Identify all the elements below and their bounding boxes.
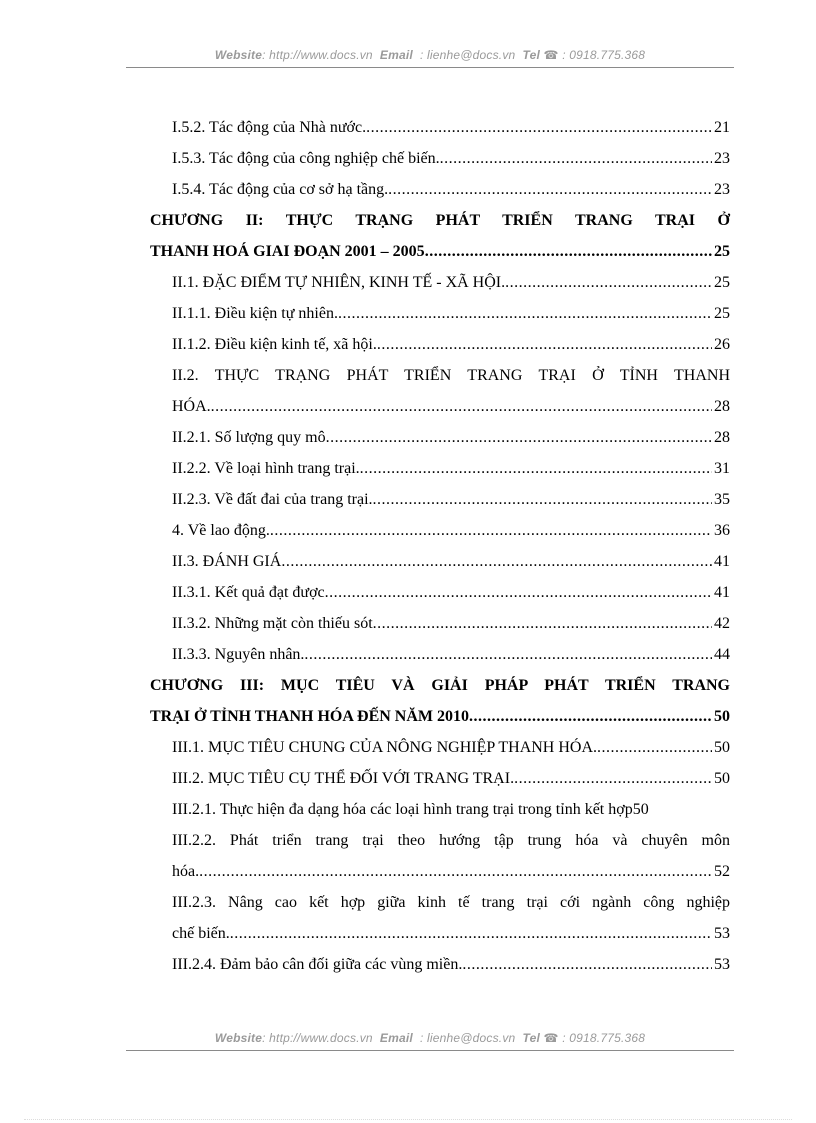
toc-entry-page: 52 [714,863,730,880]
toc-entry-text: II.3. ĐÁNH GIÁ [172,553,282,570]
toc-leader-dots [373,484,712,515]
toc-entry-text: I.5.3. Tác động của công nghiệp chế biến. [172,150,440,167]
footer-website-value: : http://www.docs.vn [262,1031,373,1045]
toc-leader-dots [462,949,712,980]
toc-entry-text: II.2. THỰC TRẠNG PHÁT TRIỂN TRANG TRẠI Ở TỈNH THANH [172,367,730,384]
toc-leader-dots [211,391,712,422]
toc-entry [150,887,730,918]
toc-leader-dots [360,453,712,484]
toc-entry [150,112,730,143]
toc-entry-text: II.1.1. Điều kiện tự nhiên. [172,305,338,322]
toc-leader-dots [366,112,712,143]
toc-entry-text: TRẠI Ở TỈNH THANH HÓA ĐẾN NĂM 2010 [150,708,469,725]
toc-leader-dots [230,918,712,949]
toc-entry [150,732,730,763]
toc-entry [150,608,730,639]
toc-entry-text: CHƯƠNG II: THỰC TRẠNG PHÁT TRIỂN TRANG TRẠI Ở [150,212,730,229]
toc-leader-dots [377,329,712,360]
toc-entry-text: II.2.1. Số lượng quy mô [172,429,326,446]
toc-leader-dots [425,236,712,267]
toc-leader-dots [326,422,712,453]
toc-entry-text: III.2.2. Phát triển trang trại theo hướng tập trung hóa và chuyên môn [172,832,730,849]
toc-entry-text: II.2.3. Về đất đai của trang trại. [172,491,373,508]
toc-entry-text: II.1. ĐẶC ĐIỂM TỰ NHIÊN, KINH TẾ - XÃ HỘI. [172,274,506,291]
toc-leader-dots [469,701,712,732]
toc-chapter-heading [150,236,730,267]
toc-chapter-heading [150,670,730,701]
toc-entry [150,360,730,391]
toc-chapter-heading [150,205,730,236]
toc-entry [150,329,730,360]
toc-leader-dots [199,856,712,887]
toc-leader-dots [270,515,712,546]
toc-entry-text: III.2.3. Nâng cao kết hợp giữa kinh tế trang trại cới ngành công nghiệp [172,894,730,911]
toc-entry-text: hóa. [172,863,200,880]
toc-entry-text: chế biến. [172,925,230,942]
toc-entry [150,453,730,484]
toc-entry-text: I.5.2. Tác động của Nhà nước. [172,119,367,136]
toc-entry [150,763,730,794]
toc-entry-page: 23 [714,181,730,198]
toc-entry [150,515,730,546]
toc-entry-text: 4. Về lao động. [172,522,270,539]
toc-entry-page: 41 [714,584,730,601]
toc-entry [150,143,730,174]
toc-entry [150,794,730,825]
toc-entry-text: III.2.1. Thực hiện đa dạng hóa các loại hình trang trại trong tỉnh kết hợp50 [172,801,649,818]
footer-email-label: Email [379,1031,413,1045]
toc-entry-page: 31 [714,460,730,477]
header-tel-value: ☎ : 0918.775.368 [543,48,646,62]
toc-entry [150,825,730,856]
toc-entry-page: 50 [714,739,730,756]
toc-entry-page: 41 [714,553,730,570]
footer-tel-label: Tel [522,1031,540,1045]
footer-website-label: Website [214,1031,263,1045]
toc-leader-dots [514,763,712,794]
toc-entry-page: 53 [714,925,730,942]
toc-leader-dots [373,608,712,639]
toc-entry [150,484,730,515]
footer-tel-value: ☎ : 0918.775.368 [543,1031,646,1045]
toc-entry [150,298,730,329]
toc-entry [150,546,730,577]
toc-entry-text: II.1.2. Điều kiện kinh tế, xã hội. [172,336,377,353]
toc-entry-text: CHƯƠNG III: MỤC TIÊU VÀ GIẢI PHÁP PHÁT TRIỂN TRANG [150,677,730,694]
toc-leader-dots [325,577,712,608]
toc-leader-dots [388,174,712,205]
footer-rule [126,1050,734,1051]
toc-entry-page: 28 [714,429,730,446]
toc-entry-text: III.2.4. Đảm bảo cân đối giữa các vùng miền. [172,956,463,973]
toc-entry-text: II.2.2. Về loại hình trang trại. [172,460,360,477]
toc-entry-page: 50 [714,708,730,725]
toc-entry-page: 21 [714,119,730,136]
footer-email-value: : lienhe@docs.vn [419,1031,516,1045]
toc-leader-dots [304,639,712,670]
toc-entry-page: 28 [714,398,730,415]
toc-entry-page: 42 [714,615,730,632]
toc-entry-text: I.5.4. Tác động của cơ sở hạ tầng. [172,181,389,198]
toc-entry-text: III.2. MỤC TIÊU CỤ THỂ ĐỐI VỚI TRANG TRẠI. [172,770,515,787]
toc-leader-dots [338,298,712,329]
header-website-value: : http://www.docs.vn [262,48,373,62]
header-email-value: : lienhe@docs.vn [419,48,516,62]
toc-entry-page: 23 [714,150,730,167]
toc-entry-page: 25 [714,305,730,322]
table-of-contents [150,112,730,980]
toc-entry [150,422,730,453]
toc-entry-page: 50 [714,770,730,787]
toc-entry-page: 25 [714,274,730,291]
header-rule [126,67,734,68]
toc-entry-page: 53 [714,956,730,973]
toc-entry-text: II.3.1. Kết quả đạt được [172,584,325,601]
toc-entry-text: II.3.3. Nguyên nhân. [172,646,305,663]
toc-entry-page: 44 [714,646,730,663]
toc-leader-dots [281,546,712,577]
toc-entry-page: 36 [714,522,730,539]
toc-entry [150,174,730,205]
toc-leader-dots [505,267,712,298]
toc-entry-text: II.3.2. Những mặt còn thiếu sót [172,615,373,632]
toc-entry [150,856,730,887]
toc-entry [150,639,730,670]
page-footer [126,1031,734,1045]
toc-entry [150,391,730,422]
page-header [126,48,734,62]
toc-entry-page: 26 [714,336,730,353]
toc-entry-page: 35 [714,491,730,508]
toc-entry [150,949,730,980]
toc-entry-text: THANH HOÁ GIAI ĐOẠN 2001 – 2005 [150,243,425,260]
header-tel-label: Tel [522,48,540,62]
toc-entry-text: III.1. MỤC TIÊU CHUNG CỦA NÔNG NGHIỆP THANH HÓA. [172,739,598,756]
toc-chapter-heading [150,701,730,732]
toc-entry-text: HÓA. [172,398,211,415]
toc-entry [150,918,730,949]
toc-leader-dots [440,143,712,174]
page-bottom-edge [24,1119,792,1120]
toc-leader-dots [597,732,712,763]
toc-entry [150,577,730,608]
toc-entry [150,267,730,298]
header-website-label: Website [214,48,263,62]
toc-entry-page: 25 [714,243,730,260]
header-email-label: Email [379,48,413,62]
